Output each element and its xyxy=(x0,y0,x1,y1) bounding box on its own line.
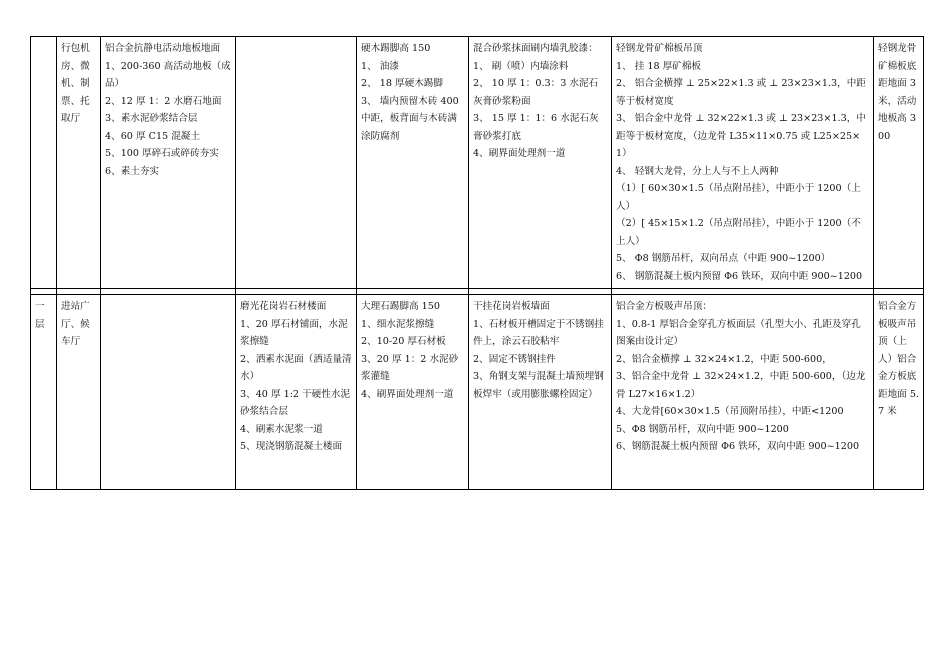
spec-line: 3、 墙内预留木砖 400 中距，板背面与木砖满涂防腐剂 xyxy=(361,95,462,142)
spec-line: 5、Φ8 钢筋吊杆，双向中距 900~1200 xyxy=(616,423,789,435)
skirting-cell xyxy=(357,37,469,289)
spec-line: 铝合金方板吸声吊顶： xyxy=(616,301,712,312)
spec-line: 4、刷素水泥浆一道 xyxy=(240,423,323,435)
spec-line: 1、石材板开槽固定于不锈钢挂件上，涂云石胶粘牢 xyxy=(473,318,604,347)
spec-line: 磨光花岗岩石材楼面 xyxy=(240,301,327,312)
spec-line: 大理石踢脚高 150 xyxy=(361,301,440,312)
spec-line: 2、 18 厚硬木踢脚 xyxy=(361,78,443,89)
spec-line: （2）[ 45×15×1.2（吊点附吊挂），中距小于 1200（不上人） xyxy=(616,218,861,247)
spec-line: 1、 刷（喷）内墙涂料 xyxy=(473,60,569,72)
spec-line: （1）[ 60×30×1.5（吊点附吊挂），中距小于 1200（上人） xyxy=(616,183,861,212)
spec-line: 4、 轻钢大龙骨，分上人与不上人两种 xyxy=(616,165,779,177)
spec-line: 2、 10 厚 1：0.3：3 水泥石灰膏砂浆粉面 xyxy=(473,78,599,107)
floor-cell: 一层 xyxy=(31,295,57,490)
spec-line: 6、 钢筋混凝土板内预留 Φ6 铁环，双向中距 900~1200 xyxy=(616,270,863,282)
spec-line: 3、素水泥砂浆结合层 xyxy=(105,113,198,124)
spec-line: 2、铝合金横撑 ⊥ 32×24×1.2，中距 500-600， xyxy=(616,353,832,365)
spec-line: 混合砂浆抹面刷内墙乳胶漆： xyxy=(473,43,598,54)
spec-line: 5、100 厚碎石或碎砖夯实 xyxy=(105,148,219,159)
spec-line: 5、 Φ8 钢筋吊杆，双向吊点（中距 900~1200） xyxy=(616,253,831,264)
spec-line: 干挂花岗岩板墙面 xyxy=(473,301,550,312)
spec-line: 4、60 厚 C15 混凝土 xyxy=(105,130,200,142)
floor-finish-cell xyxy=(101,37,236,289)
spec-line: 6、钢筋混凝土板内预留 Φ6 铁环，双向中距 900~1200 xyxy=(616,441,860,452)
floor-cell xyxy=(31,37,57,289)
spec-line: 3、 铝合金中龙骨 ⊥ 32×22×1.3 或 ⊥ 23×23×1.3，中距等于板材宽度，（边龙骨 L35×11×0.75 或 L25×25×1） xyxy=(616,113,866,159)
spec-line: 1、200-360 高活动地板（成品） xyxy=(105,60,231,89)
spec-line: 3、铝合金中龙骨 ⊥ 32×24×1.2，中距 500-600，（边龙骨 L27×16×1.2） xyxy=(616,371,866,400)
spec-line: 轻钢龙骨矿棉板吊顶 xyxy=(616,43,703,54)
spec-line: 1、细水泥浆擦缝 xyxy=(361,318,435,330)
spec-line: 1、 挂 18 厚矿棉板 xyxy=(616,60,702,72)
spec-line: 2、 铝合金横撑 ⊥ 25×22×1.3 或 ⊥ 23×23×1.3，中距等于板材宽度 xyxy=(616,78,866,107)
spec-line: 1、20 厚石材铺面，水泥浆擦缝 xyxy=(240,318,348,347)
spec-line: 1、0.8-1 厚铝合金穿孔方板面层（孔型大小、孔距及穿孔图案由设计定） xyxy=(616,318,861,347)
wall-cell xyxy=(469,295,612,490)
spec-line: 铝合金抗静电活动地板地面 xyxy=(105,43,221,54)
room-cell: 进站广厅、候车厅 xyxy=(57,295,101,490)
wall-cell xyxy=(469,37,612,289)
ceiling-cell xyxy=(612,37,874,289)
spec-line: 3、 15 厚 1：1：6 水泥石灰膏砂浆打底 xyxy=(473,113,599,142)
spec-line: 2、10-20 厚石材板 xyxy=(361,336,446,347)
skirting-cell xyxy=(357,295,469,490)
spec-line: 5、现浇钢筋混凝土楼面 xyxy=(240,441,343,452)
floor-finish-cell xyxy=(101,295,236,490)
ceiling-cell xyxy=(612,295,874,490)
spec-line: 6、素土夯实 xyxy=(105,165,160,177)
spec-line: 3、20 厚 1：2 水泥砂浆灌缝 xyxy=(361,353,459,382)
table-row xyxy=(31,37,924,289)
spec-line: 4、刷界面处理剂一道 xyxy=(361,388,454,400)
finish-schedule-table xyxy=(30,36,924,490)
spec-line: 4、刷界面处理剂一道 xyxy=(473,148,566,159)
room-cell: 行包机房、微机、制票、托取厅 xyxy=(57,37,101,289)
spec-line: 3、40 厚 1:2 干硬性水泥砂浆结合层 xyxy=(240,388,351,417)
spec-line: 2、洒素水泥面（洒适量清水） xyxy=(240,353,352,382)
remark-cell: 轻钢龙骨矿棉板底距地面 3 米，活动地板高 300 xyxy=(874,37,924,289)
floor-slab-cell xyxy=(236,295,357,490)
spec-line: 3、角钢支架与混凝土墙预埋钢板焊牢（或用膨胀螺栓固定） xyxy=(473,371,604,400)
table-row xyxy=(31,295,924,490)
floor-slab-cell xyxy=(236,37,357,289)
spec-line: 硬木踢脚高 150 xyxy=(361,43,431,54)
spec-line: 2、12 厚 1：2 水磨石地面 xyxy=(105,95,222,107)
remark-cell: 铝合金方板吸声吊顶（上人）铝合金方板底距地面 5.7 米 xyxy=(874,295,924,490)
spec-line: 2、固定不锈钢挂件 xyxy=(473,353,556,365)
spec-line: 1、 油漆 xyxy=(361,60,399,72)
spec-line: 4、大龙骨[60×30×1.5（吊顶附吊挂），中距<1200 xyxy=(616,406,844,417)
